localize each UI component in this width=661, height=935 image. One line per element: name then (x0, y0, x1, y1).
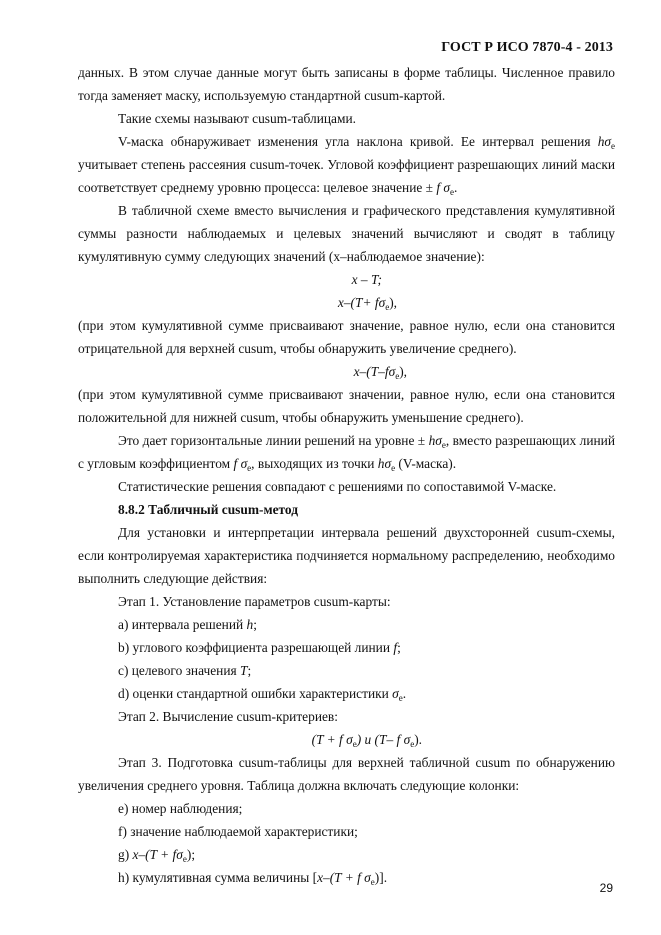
paragraph-3: V-маска обнаруживает изменения угла наклона кривой. Ее интервал решения $h\sigma_e$ учитывает степень рассеяния cusum-точек. Угловой коэффициент разрешающих линий маски соответствует среднему уровню процесса: целевое значение ± f $\sigma_e$. (78, 134, 615, 197)
list-item-g: g) $x-(T + f\sigma_e)$; (118, 847, 196, 864)
list-item-h: h) кумулятивная сумма величины [x–(T + f $\sigma_e$)]. (118, 870, 388, 887)
page-content (78, 61, 615, 889)
formula-upper: $x-(T+ f\sigma_e)$, (337, 295, 397, 312)
list-item-d: d) оценки стандартной ошибки характеристики $\sigma_e$. (118, 686, 407, 703)
stage-1: Этап 1. Установление параметров cusum-карты: (118, 594, 391, 609)
list-item-e: e) номер наблюдения; (118, 801, 243, 816)
paragraph-7: Это дает горизонтальные линии решений на уровне ± $h\sigma_e$, вместо разрешающих линий с угловым коэффициентом f $\sigma_e$, выходящих из точки $h\sigma_e$ (V-маска). (78, 433, 615, 473)
formula-x-minus-t: x – T; (351, 272, 382, 287)
page-number: 29 (599, 881, 613, 895)
list-item-b: b) углового коэффициента разрешающей линии f; (118, 640, 401, 655)
stage-3: Этап 3. Подготовка cusum-таблицы для верхней табличной cusum по обнаружению увеличения среднего уровня. Таблица должна включать следующие колонки: (78, 755, 615, 793)
stage-2: Этап 2. Вычисление cusum-критериев: (118, 709, 338, 724)
paragraph-1: данных. В этом случае данные могут быть записаны в форме таблицы. Численное правило тогда заменяет маску, используемую стандартной cusum-картой. (78, 65, 615, 103)
list-item-a: a) интервала решений h; (118, 617, 257, 632)
standard-title: ГОСТ Р ИСО 7870-4 - 2013 (441, 40, 613, 55)
paragraph-6: (при этом кумулятивной сумме присваивают значении, равное нулю, если она становится положительной для нижней cusum, чтобы обнаружить уменьшение среднего). (78, 387, 615, 425)
paragraph-4: В табличной схеме вместо вычисления и графического представления кумулятивной суммы разности наблюдаемых и целевых значений вычисляют и сводят в таблицу кумулятивную сумму следующих значений (x–наблюдаемое значение): (78, 203, 615, 264)
list-item-f: f) значение наблюдаемой характеристики; (118, 824, 358, 839)
formula-lower: $x-(T-f\sigma_e)$, (353, 364, 407, 381)
paragraph-2: Такие схемы называют cusum-таблицами. (118, 111, 356, 126)
formula-criteria: (T + f $\sigma_e$) и (T– f $\sigma_e$). (311, 732, 422, 749)
paragraph-8: Статистические решения совпадают с решениями по сопоставимой V-маске. (118, 479, 557, 494)
paragraph-5: (при этом кумулятивной сумме присваивают значение, равное нулю, если она становится отрицательной для верхней cusum, чтобы обнаружить увеличение среднего). (78, 318, 615, 356)
paragraph-9: Для установки и интерпретации интервала решений двухсторонней cusum-схемы, если контролируемая характеристика подчиняется нормальному распределению, необходимо выполнить следующие действия: (78, 525, 615, 586)
list-item-c: c) целевого значения T; (118, 663, 252, 678)
section-heading: 8.8.2 Табличный cusum-метод (118, 502, 299, 517)
